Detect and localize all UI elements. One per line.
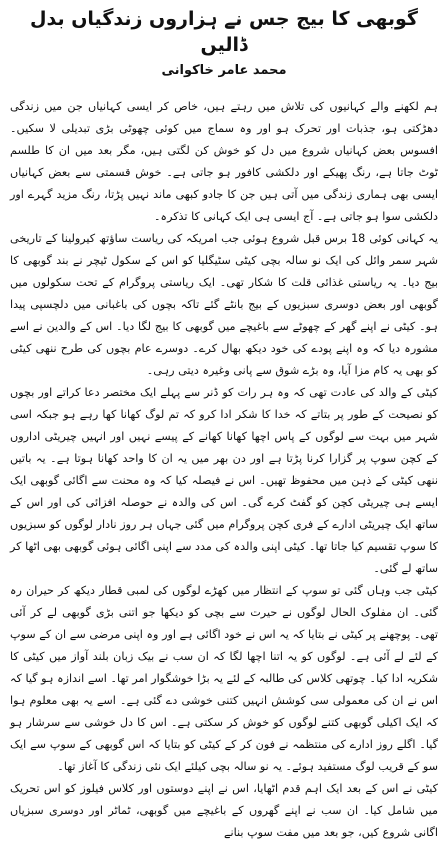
article-byline: محمد عامر خاکوانی <box>161 63 287 78</box>
article-paragraph: کیٹی نے اس کے بعد ایک اہم قدم اٹھایا، اس نے اپنے دوستوں اور کلاس فیلوز کو اس تحریک میں شامل کیا۔ ان سب نے اپنے گھروں کے باغیچے میں گوبھی، ٹماٹر اور دوسری سبزیاں اگانی شروع کیں، جو بعد میں مفت سوپ بنانے <box>10 782 438 839</box>
article-paragraph: کیٹی کے والد کی عادت تھی کہ وہ ہر رات کو ڈنر سے پہلے ایک مختصر دعا کراتے اور بچوں کو نصیحت کے طور پر بتاتے کہ خدا کا شکر ادا کرو کہ تم لوگ کھانا کھا رہے ہو جبکہ اسی شہر میں بہت سے لوگوں کے پاس اچھا کھانا کھانے کے پیسے نہیں اور انہیں چیریٹی اداروں کے کچن سوپ پر گزارا کرنا پڑتا ہے اور دن بھر میں یہ ان کا واحد کھانا ہوتا ہے۔ یہ باتیں ننھی کیٹی کے ذہن میں محفوظ تھیں۔ اس نے فیصلہ کیا کہ وہ محنت سے اگائی گوبھی ایک ایسے ہی چیریٹی کچن کو گفٹ کرے گی۔ اس کی والدہ نے حوصلہ افزائی کی اور اس کے ساتھ ایک چیریٹی ادارے کے فری کچن پروگرام میں گئی جہاں ہر روز نادار لوگوں کو سبزیوں کا سوپ تقسیم کیا جاتا تھا۔ کیٹی اپنی والدہ کی مدد سے اپنی اگائی ہوئی گوبھی بھی اٹھا کر ساتھ لے گئی۔ <box>10 386 438 575</box>
article-paragraph: یہ کہانی کوئی 18 برس قبل شروع ہوئی جب امریکہ کی ریاست ساؤتھ کیرولینا کے تاریخی شہر سمر وائل کی ایک نو سالہ بچی کیٹی سٹیگلیا کو اس کے سکول ٹیچر نے بند گوبھی کا بیج دیا۔ یہ ریاستی غذائی قلت کا شکار تھی۔ ایک ریاستی پروگرام کے تحت سکولوں میں گوبھی اور بعض دوسری سبزیوں کے بیج بانٹے گئے تاکہ بچوں کی باغبانی میں دلچسپی پیدا ہو۔ کیٹی نے اپنے گھر کے چھوٹے سے باغیچے میں گوبھی کا بیج لگا دیا۔ اس کے والدین نے اسے مشورہ دیا کہ وہ اپنے پودے کی خود دیکھ بھال کرے۔ دوسرے عام بچوں کی طرح ننھی کیٹی کو بھی یہ کام مزا آیا، وہ بڑے شوق سے پانی وغیرہ دیتی رہی۔ <box>10 232 438 377</box>
article-paragraph: ہم لکھنے والے کہانیوں کی تلاش میں رہتے ہیں، خاص کر ایسی کہانیاں جن میں زندگی دھڑکتی ہو، جذبات اور تحرک ہو اور وہ سماج میں کوئی چھوٹی بڑی تبدیلی لا سکیں۔ افسوس بعض کہانیاں شروع میں دل کو خوش کن لگتی ہیں، مگر بعد میں ان کا طلسم ٹوٹ جاتا ہے، رنگ پھیکے اور دلکشی کافور ہو جاتی ہے۔ خوش قسمتی سے بعض کہانیاں ایسی بھی ہماری زندگی میں آتی ہیں جن کا جادو کبھی ماند نہیں پڑتا، رنگ مزید گہرے اور دلکشی سوا ہو جاتی ہے۔ آج ایسی ہی ایک کہانی کا تذکرہ۔ <box>10 100 438 223</box>
article-paragraph: کیٹی جب وہاں گئی تو سوپ کے انتظار میں کھڑے لوگوں کی لمبی قطار دیکھ کر حیران رہ گئی۔ ان مفلوک الحال لوگوں نے حیرت سے بچی کو دیکھا جو اتنی بڑی گوبھی لے کر آئی تھی۔ پوچھنے پر کیٹی نے بتایا کہ یہ اس نے خود اگائی ہے اور وہ اپنی مرضی سے ان کے سوپ کے لئے لے آئی ہے۔ لوگوں کو یہ اتنا اچھا لگا کہ ان سب نے بیک زبان بلند آواز میں کیٹی کا شکریہ ادا کیا۔ چوتھی کلاس کی طالبہ کے لئے یہ بڑا خوشگوار امر تھا۔ اسے اندازہ ہو گیا کہ اس نے ان کی معمولی سی کوشش انہیں کتنی خوشی دے گئی ہے۔ اسے یہ بھی معلوم ہوا کہ ایک اکیلی گوبھی کتنے لوگوں کو خوش کر سکتی ہے۔ اس کا دل خوشی سے سرشار ہو گیا۔ اگلے روز ادارے کی منتظمہ نے فون کر کے کیٹی کو بتایا کہ اس گوبھی کے سوپ سے ایک سو کے قریب لوگ مستفید ہوئے۔ یہ نو سالہ بچی کیلئے ایک نئی زندگی کا آغاز تھا۔ <box>10 584 438 773</box>
article-headline: گوبھی کا بیج جس نے ہزاروں زندگیاں بدل ڈالیں <box>30 8 418 56</box>
